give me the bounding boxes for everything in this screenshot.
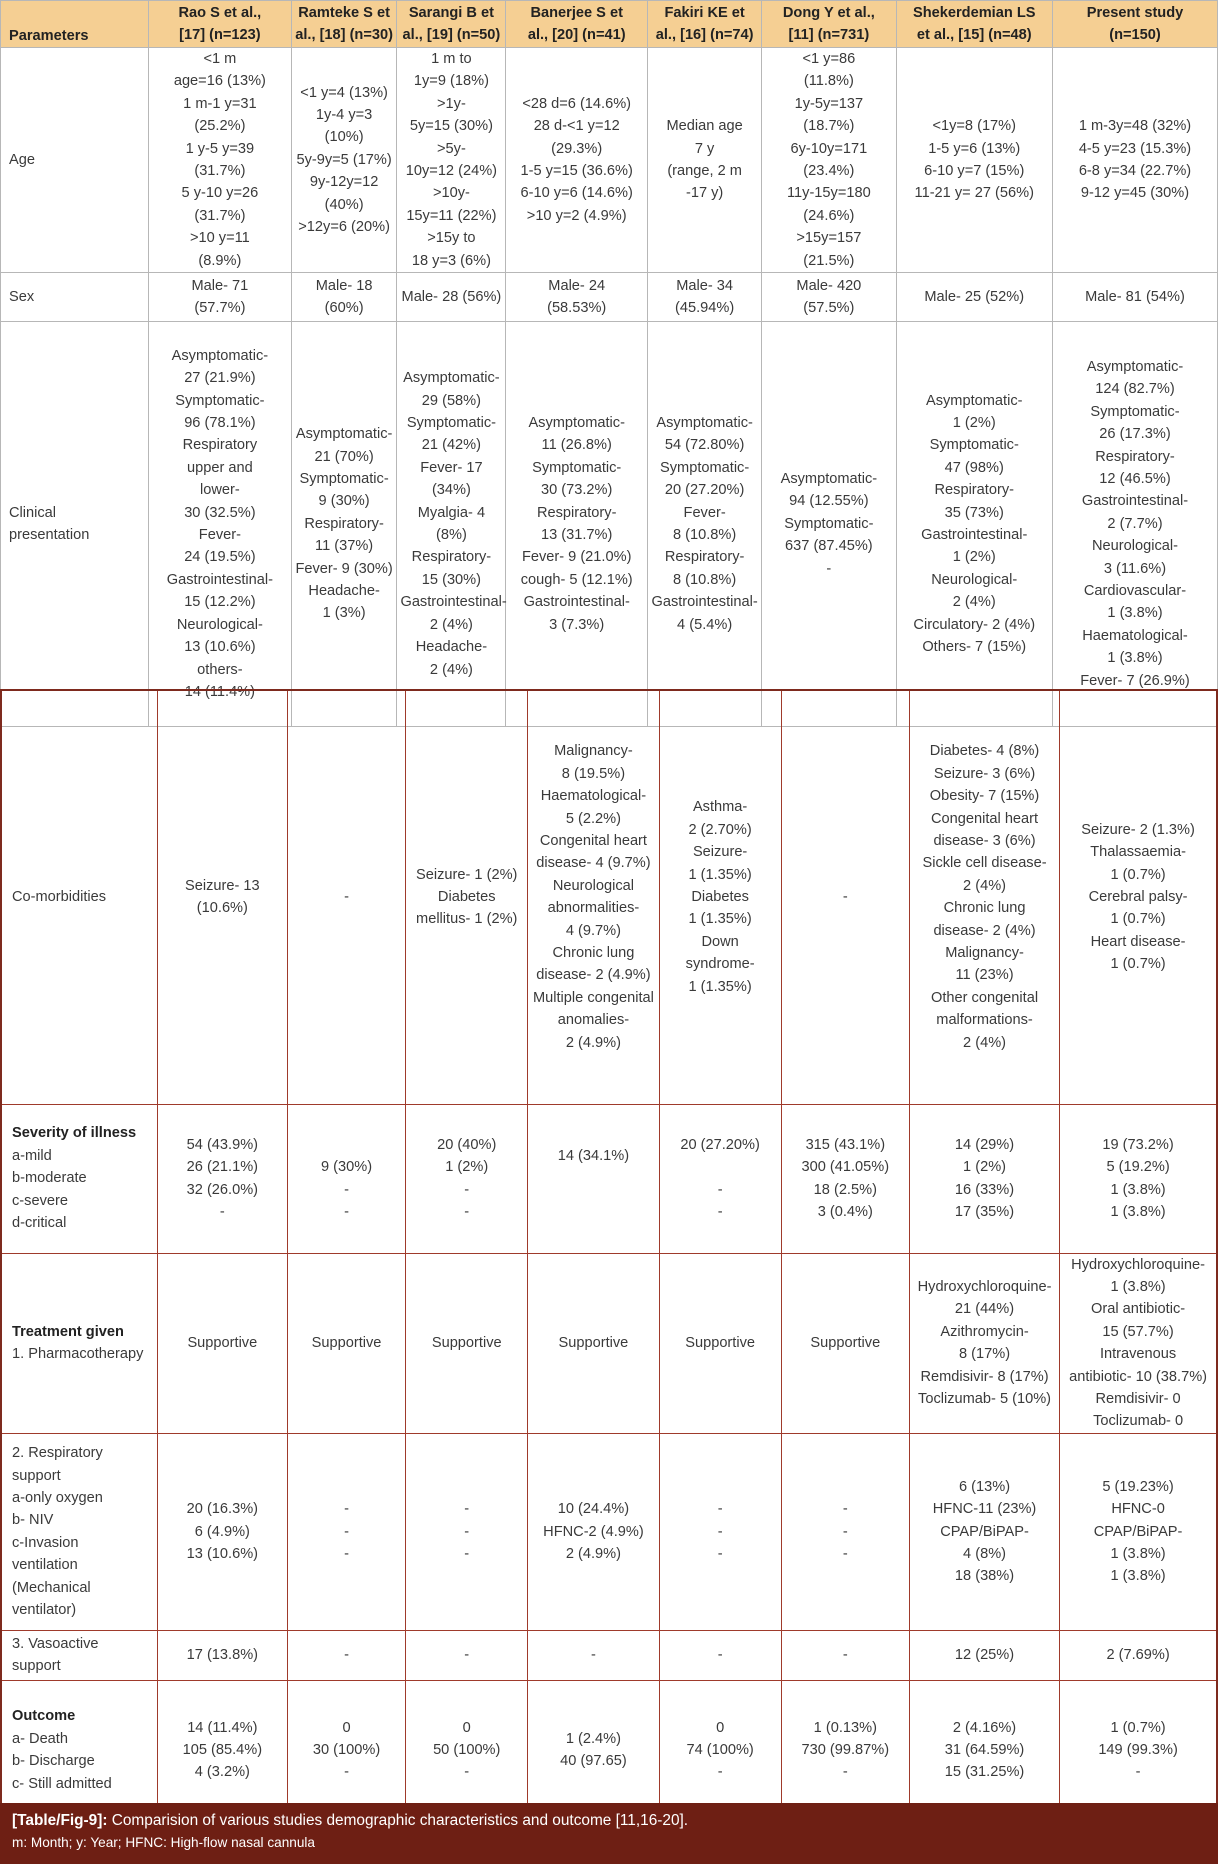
row-label: Clinical presentation — [1, 322, 149, 727]
table-row-clinical-presentation — [1, 322, 1218, 727]
table-cell: - — [659, 1630, 781, 1680]
table-cell: Median age 7 y (range, 2 m -17 y) — [648, 48, 762, 273]
table-cell: Supportive — [406, 1253, 528, 1433]
table-cell: Supportive — [781, 1253, 909, 1433]
row-label: 3. Vasoactive support — [1, 1630, 157, 1680]
header-cell: Dong Y et al., [11] (n=731) — [762, 1, 896, 48]
table-cell: <1y=8 (17%) 1-5 y=6 (13%) 6-10 y=7 (15%) 11-21 y= 27 (56%) — [896, 48, 1052, 273]
table-row-vasoactive-support — [1, 1630, 1217, 1680]
table-cell: 0 50 (100%) - — [406, 1680, 528, 1820]
table-row-age — [1, 48, 1218, 273]
table-cell: Hydroxychloroquine- 21 (44%) Azithromycin- 8 (17%) Remdisivir- 8 (17%) Toclizumab- 5 (10%) — [909, 1253, 1059, 1433]
table-cell: 1 (0.13%) 730 (99.87%) - — [781, 1680, 909, 1820]
table-cell: Supportive — [659, 1253, 781, 1433]
table-cell: 5 (19.23%) HFNC-0 CPAP/BiPAP- 1 (3.8%) 1 (3.8%) — [1060, 1433, 1217, 1630]
table-cell: 9 (30%) - - — [287, 1104, 405, 1253]
row-label-heading: Outcome — [12, 1708, 76, 1725]
header-cell: Banerjee S et al., [20] (n=41) — [506, 1, 648, 48]
table-cell: <28 d=6 (14.6%) 28 d-<1 y=12 (29.3%) 1-5 y=15 (36.6%) 6-10 y=6 (14.6%) >10 y=2 (4.9%) — [506, 48, 648, 273]
table-cell: 17 (13.8%) — [157, 1630, 287, 1680]
table-cell: 14 (29%) 1 (2%) 16 (33%) 17 (35%) — [909, 1104, 1059, 1253]
table-cell: Male- 420 (57.5%) — [762, 273, 896, 322]
table-cell: Male- 28 (56%) — [397, 273, 506, 322]
table-cell: - - - — [781, 1433, 909, 1630]
table-cell: Asymptomatic- 11 (26.8%) Symptomatic- 30 (73.2%) Respiratory- 13 (31.7%) Fever- 9 (21.0%) cough- 5 (12.1%) Gastrointestinal- 3 (7.3%) — [506, 322, 648, 727]
header-cell: Shekerdemian LS et al., [15] (n=48) — [896, 1, 1052, 48]
table-cell: - - - — [287, 1433, 405, 1630]
table-cell: Asymptomatic- 1 (2%) Symptomatic- 47 (98%) Respiratory- 35 (73%) Gastrointestinal- 1 (2%) Neurological- 2 (4%) Circulatory- 2 (4%) Others- 7 (15%) — [896, 322, 1052, 727]
table-cell: Asymptomatic- 124 (82.7%) Symptomatic- 26 (17.3%) Respiratory- 12 (46.5%) Gastrointestinal- 2 (7.7%) Neurological- 3 (11.6%) Cardiovascular- 1 (3.8%) Haematological- 1 (3.8%) Fever- 7 (26.9%) — [1052, 322, 1217, 727]
table-cell: <1 m age=16 (13%) 1 m-1 y=31 (25.2%) 1 y-5 y=39 (31.7%) 5 y-10 y=26 (31.7%) >10 y=11 (8.9%) — [149, 48, 292, 273]
comparison-table-top — [0, 0, 1218, 727]
table-cell: 0 30 (100%) - — [287, 1680, 405, 1820]
header-cell: Parameters — [1, 1, 149, 48]
table-cell: Hydroxychloroquine- 1 (3.8%) Oral antibiotic- 15 (57.7%) Intravenous antibiotic- 10 (38.7%) Remdisivir- 0 Toclizumab- 0 — [1060, 1253, 1217, 1433]
row-label-items: 1. Pharmacotherapy — [12, 1346, 144, 1363]
table-row-treatment — [1, 1253, 1217, 1433]
row-label: Age — [1, 48, 149, 273]
table-cell: 1 (0.7%) 149 (99.3%) - — [1060, 1680, 1217, 1820]
table-cell: <1 y=4 (13%) 1y-4 y=3 (10%) 5y-9y=5 (17%) 9y-12y=12 (40%) >12y=6 (20%) — [291, 48, 397, 273]
table-cell: Male- 18 (60%) — [291, 273, 397, 322]
caption-note: m: Month; y: Year; HFNC: High-flow nasal cannula — [12, 1835, 315, 1850]
table-row-sex — [1, 273, 1218, 322]
table-row-outcome — [1, 1680, 1217, 1820]
table-cell: 1 m-3y=48 (32%) 4-5 y=23 (15.3%) 6-8 y=34 (22.7%) 9-12 y=45 (30%) — [1052, 48, 1217, 273]
row-label — [1, 1104, 157, 1253]
header-cell: Fakiri KE et al., [16] (n=74) — [648, 1, 762, 48]
table-row-respiratory-support — [1, 1433, 1217, 1630]
row-label-items: a- Death b- Discharge c- Still admitted — [12, 1730, 112, 1792]
comparison-table-bottom — [0, 689, 1218, 1821]
table-cell: - — [287, 1630, 405, 1680]
table-cell: - — [781, 1630, 909, 1680]
table-cell: - - - — [659, 1433, 781, 1630]
row-label — [1, 1680, 157, 1820]
table-cell: Asymptomatic- 54 (72.80%) Symptomatic- 20 (27.20%) Fever- 8 (10.8%) Respiratory- 8 (10.8%) Gastrointestinal- 4 (5.4%) — [648, 322, 762, 727]
table-cell: 14 (34.1%) — [528, 1104, 659, 1253]
table-caption — [0, 1803, 1218, 1864]
table-cell: Seizure- 1 (2%) Diabetes mellitus- 1 (2%) — [406, 690, 528, 1104]
table-cell: 0 74 (100%) - — [659, 1680, 781, 1820]
table-cell: 6 (13%) HFNC-11 (23%) CPAP/BiPAP- 4 (8%) 18 (38%) — [909, 1433, 1059, 1630]
table-cell: 12 (25%) — [909, 1630, 1059, 1680]
table-row-severity — [1, 1104, 1217, 1253]
table-cell: - - - — [406, 1433, 528, 1630]
table-cell: Seizure- 2 (1.3%) Thalassaemia- 1 (0.7%) Cerebral palsy- 1 (0.7%) Heart disease- 1 (0.7%) — [1060, 690, 1217, 1104]
table-cell: <1 y=86 (11.8%) 1y-5y=137 (18.7%) 6y-10y=171 (23.4%) 11y-15y=180 (24.6%) >15y=157 (21.5%) — [762, 48, 896, 273]
table-cell: Male- 81 (54%) — [1052, 273, 1217, 322]
caption-title: Comparision of various studies demographic characteristics and outcome [11,16-20]. — [107, 1812, 689, 1829]
table-cell: Male- 71 (57.7%) — [149, 273, 292, 322]
row-label: 2. Respiratory support a-only oxygen b- NIV c-Invasion ventilation (Mechanical ventilator) — [1, 1433, 157, 1630]
table-cell: Asthma- 2 (2.70%) Seizure- 1 (1.35%) Diabetes 1 (1.35%) Down syndrome- 1 (1.35%) — [659, 690, 781, 1104]
table-cell: - — [406, 1630, 528, 1680]
table-cell: Asymptomatic- 21 (70%) Symptomatic- 9 (30%) Respiratory- 11 (37%) Fever- 9 (30%) Headache- 1 (3%) — [291, 322, 397, 727]
table-cell: Malignancy- 8 (19.5%) Haematological- 5 (2.2%) Congenital heart disease- 4 (9.7%) Neurological abnormalities- 4 (9.7%) Chronic lung disease- 2 (4.9%) Multiple congenital anomalies- 2 (4.9%) — [528, 690, 659, 1104]
table-cell: 2 (7.69%) — [1060, 1630, 1217, 1680]
table-cell: Asymptomatic- 27 (21.9%) Symptomatic- 96 (78.1%) Respiratory upper and lower- 30 (32.5%) Fever- 24 (19.5%) Gastrointestinal- 15 (12.2%) Neurological- 13 (10.6%) others- 14 (11.4%) — [149, 322, 292, 727]
table-cell: Diabetes- 4 (8%) Seizure- 3 (6%) Obesity- 7 (15%) Congenital heart disease- 3 (6%) Sickle cell disease- 2 (4%) Chronic lung disease- 2 (4%) Malignancy- 11 (23%) Other congenital malformations- 2 (4%) — [909, 690, 1059, 1104]
table-cell: - — [287, 690, 405, 1104]
row-label-heading: Severity of illness — [12, 1125, 137, 1142]
table-cell: 2 (4.16%) 31 (64.59%) 15 (31.25%) — [909, 1680, 1059, 1820]
table-cell: 19 (73.2%) 5 (19.2%) 1 (3.8%) 1 (3.8%) — [1060, 1104, 1217, 1253]
table-cell: Male- 24 (58.53%) — [506, 273, 648, 322]
row-label: Sex — [1, 273, 149, 322]
table-cell: Male- 25 (52%) — [896, 273, 1052, 322]
header-cell: Sarangi B et al., [19] (n=50) — [397, 1, 506, 48]
table-cell: Asymptomatic- 29 (58%) Symptomatic- 21 (42%) Fever- 17 (34%) Myalgia- 4 (8%) Respiratory- 15 (30%) Gastrointestinal- 2 (4%) Headache- 2 (4%) — [397, 322, 506, 727]
table-cell: Supportive — [287, 1253, 405, 1433]
header-cell: Ramteke S et al., [18] (n=30) — [291, 1, 397, 48]
table-cell: 20 (27.20%) - - — [659, 1104, 781, 1253]
table-cell: 20 (40%) 1 (2%) - - — [406, 1104, 528, 1253]
caption-tag: [Table/Fig-9]: — [12, 1812, 108, 1829]
row-label: Co-morbidities — [1, 690, 157, 1104]
row-label-items: a-mild b-moderate c-severe d-critical — [12, 1147, 87, 1232]
table-cell: - — [528, 1630, 659, 1680]
table-cell: 1 (2.4%) 40 (97.65) — [528, 1680, 659, 1820]
table-cell: 1 m to 1y=9 (18%) >1y- 5y=15 (30%) >5y- 10y=12 (24%) >10y- 15y=11 (22%) >15y to 18 y=3 (6%) — [397, 48, 506, 273]
table-cell: 10 (24.4%) HFNC-2 (4.9%) 2 (4.9%) — [528, 1433, 659, 1630]
header-cell: Rao S et al., [17] (n=123) — [149, 1, 292, 48]
table-cell: Supportive — [157, 1253, 287, 1433]
header-row — [1, 1, 1218, 48]
table-cell: 54 (43.9%) 26 (21.1%) 32 (26.0%) - — [157, 1104, 287, 1253]
table-row-comorbidities — [1, 690, 1217, 1104]
row-label — [1, 1253, 157, 1433]
table-cell: Supportive — [528, 1253, 659, 1433]
table-cell: 14 (11.4%) 105 (85.4%) 4 (3.2%) — [157, 1680, 287, 1820]
table-cell: Seizure- 13 (10.6%) — [157, 690, 287, 1104]
caption-title-line — [12, 1809, 1206, 1833]
table-cell: 315 (43.1%) 300 (41.05%) 18 (2.5%) 3 (0.4%) — [781, 1104, 909, 1253]
header-cell: Present study (n=150) — [1052, 1, 1217, 48]
table-cell: Asymptomatic- 94 (12.55%) Symptomatic- 637 (87.45%) - — [762, 322, 896, 727]
table-cell: 20 (16.3%) 6 (4.9%) 13 (10.6%) — [157, 1433, 287, 1630]
table-cell: - — [781, 690, 909, 1104]
table-cell: Male- 34 (45.94%) — [648, 273, 762, 322]
row-label-heading: Treatment given — [12, 1323, 124, 1340]
